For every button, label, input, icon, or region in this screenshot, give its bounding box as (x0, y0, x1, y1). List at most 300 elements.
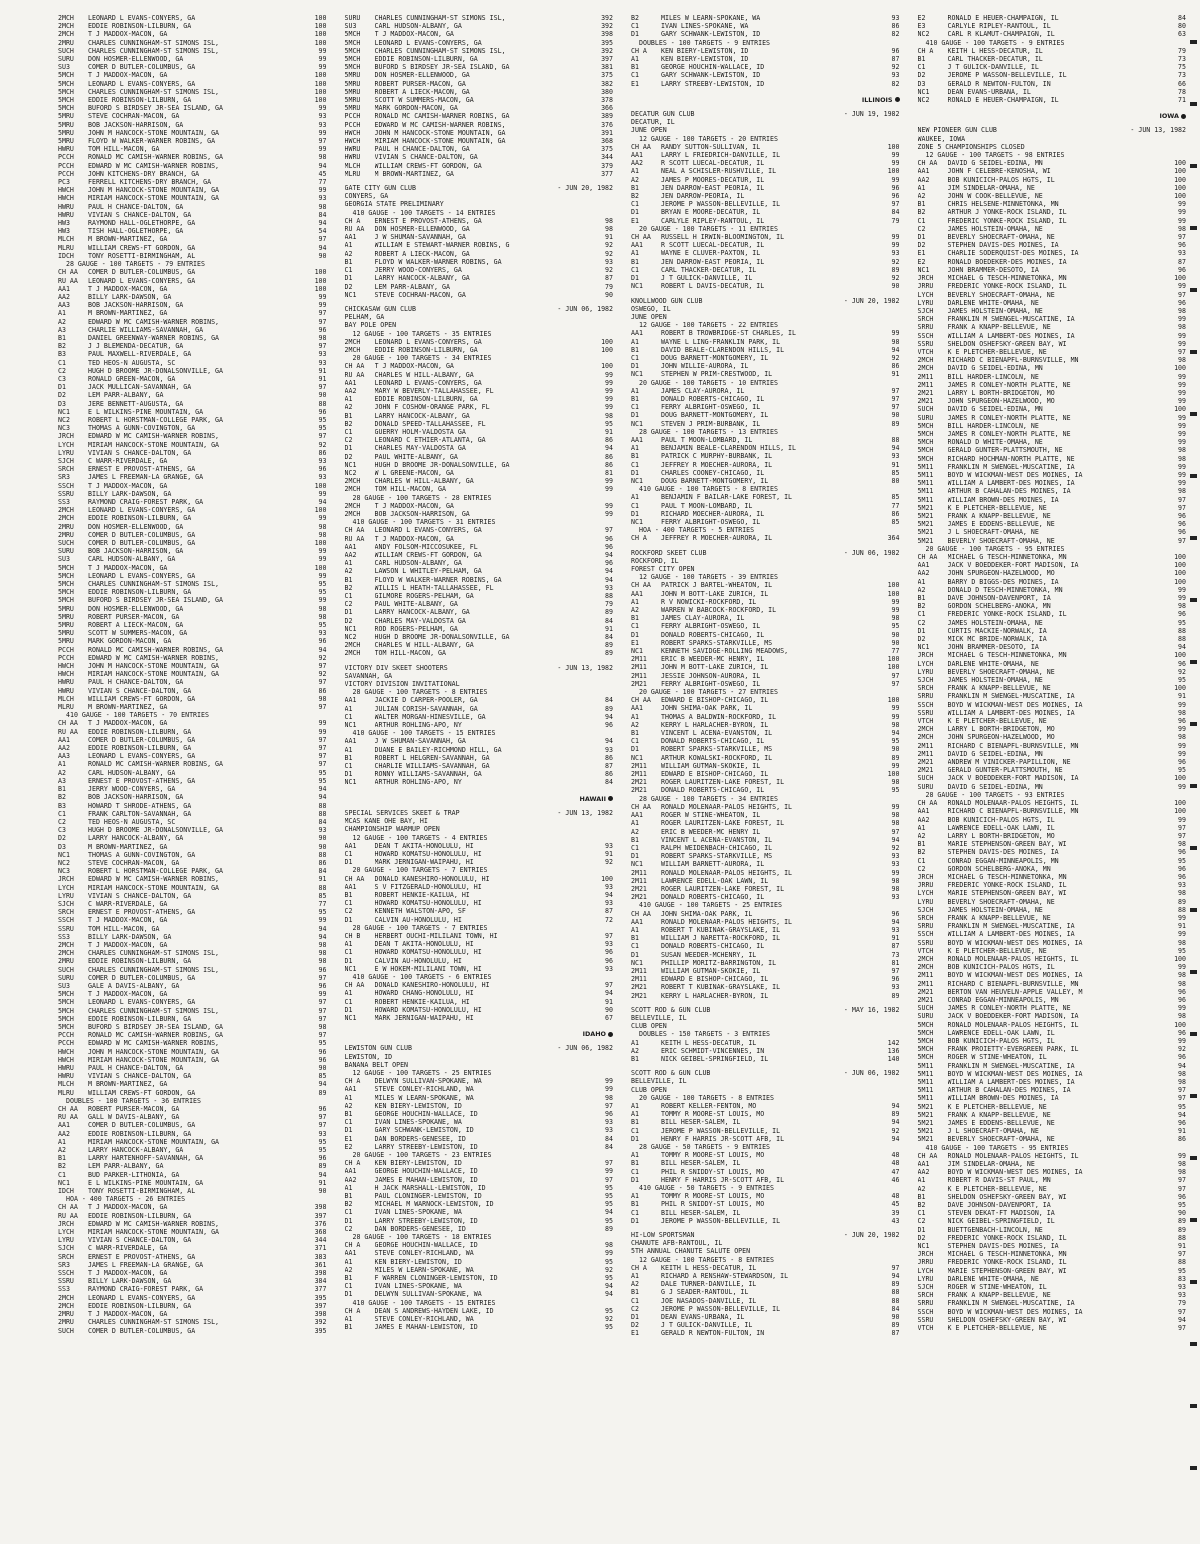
shooter-name: ERNEST E PROVOST-ATHENS, GA (88, 908, 196, 917)
class-code: B1 (917, 55, 926, 64)
score: 96 (318, 465, 327, 474)
result-row (345, 1006, 614, 1014)
class-code: NC1 (58, 1178, 70, 1187)
event-heading: 28 GAUGE - 100 TARGETS - 7 ENTRIES (352, 923, 488, 932)
shooter-name: BEVERLY SHOECRAFT-OMAHA, NE (947, 233, 1055, 242)
result-row (631, 436, 900, 444)
class-code: C1 (631, 1167, 639, 1176)
shooter-name: CHARLES CUNNINGHAM-ST SIMONS ISL, (88, 46, 220, 55)
shooter-name: MICHAEL G TESCH-MINNETONKA, MN (947, 872, 1067, 881)
result-row (918, 635, 1187, 643)
shooter-name: RONALD MOLENAAR-PALOS HEIGHTS, IL (947, 954, 1079, 963)
shooter-name: KEITH L HESS-DECATUR, IL (661, 1038, 757, 1047)
score: 100 (314, 276, 327, 285)
shooter-name: SUSAN WEEDER-MCHENRY, IL (661, 950, 757, 959)
result-row (345, 477, 614, 485)
shooter-name: DEAN EVANS-URBANA, IL (661, 1313, 745, 1322)
shooter-name: DONALD ROBERTS-CHICAGO, IL (661, 893, 765, 902)
class-code: LYCH (58, 440, 74, 449)
class-code: B1 (631, 934, 639, 943)
result-row (631, 395, 900, 403)
shooter-name: DAVID G SEIDEL-EDINA, MN (947, 749, 1043, 758)
result-row (58, 186, 327, 194)
class-code: RU AA (344, 534, 365, 543)
score: 99 (605, 386, 613, 395)
class-code: B2 (344, 583, 353, 592)
score: 96 (1178, 987, 1186, 996)
event-date: - JUN 20, 1982 (843, 296, 900, 305)
score: 96 (1178, 864, 1186, 873)
shoot-name: 5TH ANNUAL CHANUTE SALUTE OPEN (631, 1247, 751, 1256)
class-code: C1 (344, 1118, 353, 1127)
class-code: D1 (58, 383, 66, 392)
class-code: D1 (631, 30, 639, 39)
event-heading: 12 GAUGE - 100 TARGETS - 4 ENTRIES (352, 833, 488, 842)
class-code: AA1 (344, 378, 357, 387)
shooter-name: GORDON SCHELBERG-ANOKA, MN (947, 602, 1051, 611)
result-row (918, 80, 1187, 88)
class-code: C1 (631, 843, 639, 852)
result-row (631, 926, 900, 934)
shooter-name: COMER D BUTLER-COLUMBUS, GA (88, 530, 196, 539)
result-row (345, 1167, 614, 1175)
shooter-name: MARIE STEPHENSON-GREEN BAY, WI (947, 1266, 1067, 1275)
shoot-name: CLUB OPEN (631, 1022, 667, 1031)
result-row (345, 1118, 614, 1126)
result-row (58, 851, 327, 859)
score: 97 (318, 1113, 327, 1122)
class-code: 2M11 (917, 741, 934, 750)
result-row (58, 957, 327, 965)
shooter-name: BILL HESER-SALEM, IL (661, 1159, 741, 1168)
class-code: 5MRU (344, 79, 361, 88)
class-code: PCCH (58, 161, 74, 170)
shoot-name: JUNE OPEN (631, 126, 667, 135)
shooter-name: STEVE COCHRAN-MACON, GA (88, 112, 180, 121)
score: 377 (601, 169, 613, 178)
result-row (58, 580, 327, 588)
class-code: AA2 (917, 569, 930, 578)
class-code: CH AA (917, 1151, 938, 1160)
shooter-name: CALVIN AU-HONOLULU, HI (374, 915, 462, 924)
score: 89 (891, 1110, 900, 1119)
score: 98 (1178, 356, 1186, 365)
shooter-name: JAMES L FREEMAN-LA GRANGE, GA (88, 1260, 204, 1269)
score: 93 (1178, 1283, 1186, 1292)
shooter-name: FLOYD W WALKER-WARNER ROBINS, GA (374, 257, 502, 266)
shooter-name: STEVE CONLEY-RICHLAND, WA (374, 1085, 474, 1094)
result-row (631, 704, 900, 712)
result-row (58, 1244, 327, 1252)
score: 96 (1178, 995, 1186, 1004)
result-row (345, 551, 614, 559)
result-row (58, 974, 327, 982)
shooter-name: ROBERT T KUBINAK-GRAYSLAKE, IL (661, 925, 781, 934)
event-heading: 410 GAUGE - 100 TARGETS - 15 ENTRIES (352, 729, 496, 738)
score: 96 (1178, 848, 1186, 857)
class-code: B1 (344, 1323, 353, 1332)
score: 98 (318, 604, 327, 613)
score: 392 (314, 1318, 327, 1327)
class-code: SUCH (917, 1004, 934, 1013)
result-row (345, 1274, 614, 1282)
score: 99 (1178, 421, 1186, 430)
result-row (345, 737, 614, 745)
class-code: 2MCH (917, 954, 934, 963)
shooter-name: JOHN M HANCOCK-STONE MOUNTAIN, GA (88, 186, 220, 195)
shooter-name: MIRIAM HANCOCK-STONE MOUNTAIN, GA (88, 1228, 220, 1237)
result-row (345, 1126, 614, 1134)
result-row (631, 14, 900, 22)
class-code: 5MCH (58, 1014, 74, 1023)
score: 99 (1178, 216, 1186, 225)
score: 391 (601, 128, 613, 137)
shooter-name: DONALD ROBERTS-CHICAGO, IL (661, 630, 765, 639)
result-row (631, 754, 900, 762)
result-row (918, 340, 1187, 348)
class-code: CH AA (631, 581, 651, 590)
result-row (345, 1258, 614, 1266)
club-header (631, 1006, 900, 1014)
club-name: NEW PIONEER GUN CLUB (917, 126, 997, 135)
score: 88 (318, 801, 327, 810)
shooter-name: BUFORD S BIRDSEY JR-SEA ISLAND, GA (88, 1022, 223, 1031)
score: 79 (1178, 46, 1186, 55)
score: 99 (318, 301, 327, 310)
shooter-name: ROGER W STINE-WHEATON, IL (947, 1283, 1047, 1292)
score: 97 (318, 662, 327, 671)
shooter-name: BOB JACKSON-HARRISON, GA (88, 793, 184, 802)
class-code: B1 (631, 394, 639, 403)
event-date: - JUN 06, 1982 (557, 304, 613, 313)
class-code: 5M11 (917, 470, 934, 479)
class-code: 5MRU (344, 71, 361, 80)
score: 94 (605, 567, 613, 576)
score: 98 (891, 778, 900, 787)
class-code: AA2 (58, 292, 70, 301)
class-code: RU AA (58, 727, 78, 736)
score: 98 (1178, 1168, 1186, 1177)
score: 392 (601, 14, 613, 22)
score: 378 (601, 96, 613, 105)
shooter-name: STEVEN J PRIM-BURBANK, IL (661, 419, 761, 428)
class-code: JRCH (58, 875, 74, 884)
class-code: CH A (631, 1263, 647, 1272)
result-row (58, 646, 327, 654)
shooter-name: J L SHOECRAFT-OMAHA, NE (947, 528, 1039, 537)
class-code: SSRU (917, 708, 934, 717)
shooter-name: THOMAS A BALDWIN-ROCKFORD, IL (661, 712, 777, 721)
score: 93 (891, 249, 900, 258)
result-row (631, 951, 900, 959)
result-row (58, 555, 327, 563)
shooter-name: FERRY ALBRIGHT-OSWEGO, IL (661, 622, 761, 631)
score: 95 (891, 786, 900, 795)
result-row (58, 859, 327, 867)
class-code: CH A (631, 534, 647, 543)
shooter-name: BOB JACKSON-HARRISON, GA (88, 120, 184, 129)
class-code: LYRU (917, 667, 934, 676)
class-code: PCCH (58, 1031, 74, 1040)
shooter-name: VINCENT L ACENA-EVANSTON, IL (661, 835, 773, 844)
class-code: MLCH (58, 1080, 74, 1089)
shooter-name: ERNEST E PROVOST-ATHENS, GA (88, 776, 196, 785)
score: 90 (605, 1005, 613, 1014)
event-date: - JUN 06, 1982 (557, 1044, 613, 1053)
class-code: 5MCH (58, 1022, 74, 1031)
score: 93 (605, 899, 613, 908)
shooter-name: RALPH WEIDENBACH-CHICAGO, IL (661, 843, 773, 852)
result-row (58, 22, 327, 30)
score: 93 (891, 852, 900, 861)
shooter-name: STEVE COCHRAN-MACON, GA (88, 858, 180, 867)
shooter-name: K E PLETCHER-BELLEVUE, NE (947, 347, 1047, 356)
class-code: D1 (344, 274, 353, 283)
score: 384 (314, 1277, 327, 1286)
class-code: NC3 (58, 867, 70, 876)
score: 86 (318, 858, 327, 867)
class-code: 5MCH (917, 454, 934, 463)
result-row (345, 14, 614, 22)
class-code: SSCH (917, 1307, 934, 1316)
score: 99 (605, 509, 613, 518)
class-code: CH AA (631, 142, 651, 151)
class-code: AA1 (631, 435, 643, 444)
result-row (631, 274, 900, 282)
result-row (58, 834, 327, 842)
class-code: PCCH (58, 645, 74, 654)
result-row (631, 696, 900, 704)
shooter-name: CHARLES CUNNINGHAM-ST SIMONS ISL, (88, 949, 220, 958)
result-row (345, 1176, 614, 1184)
shooter-name: R SCOTT LUECAL-DECATUR, IL (661, 159, 765, 168)
class-code: SS3 (58, 497, 70, 506)
shooter-name: BEVERLY SHOECRAFT-OMAHA, NE (947, 1135, 1055, 1144)
shooter-name: H JACK MARSHALL-LEWISTON, ID (374, 1183, 486, 1192)
class-code: B1 (631, 63, 639, 72)
result-row (58, 1302, 327, 1310)
result-row (345, 567, 614, 575)
event-heading: DOUBLES - 150 TARGETS - 3 ENTRIES (639, 1030, 771, 1039)
shooter-name: FREDERIC YONKE-ROCK ISLAND, IL (947, 1258, 1067, 1267)
shooter-name: DAVID G SEIDEL-EDINA, MN (947, 364, 1043, 373)
result-row (58, 137, 327, 145)
shooter-name: JAMES R CONLEY-NORTH PLATTE, NE (947, 380, 1071, 389)
class-code: 2M11 (631, 966, 647, 975)
result-row (918, 610, 1187, 618)
shooter-name: WILLIAM E STEWART-WARNER ROBINS, G (374, 241, 510, 250)
shooter-name: FRANK A KNAPP-BELLEVUE, NE (947, 323, 1051, 332)
score: 98 (1178, 971, 1186, 980)
score: 395 (314, 1293, 327, 1302)
class-code: D2 (58, 391, 66, 400)
result-row (918, 1242, 1187, 1250)
class-code: A1 (631, 1110, 639, 1119)
shooter-name: J T GULICK-DANVILLE, IL (661, 274, 753, 283)
result-row (345, 1323, 614, 1331)
class-code: 5MCH (58, 96, 74, 105)
result-row (58, 900, 327, 908)
class-code: CH A (917, 46, 934, 55)
score: 397 (314, 1301, 327, 1310)
shooter-name: JOHN BRAMMER-DESOTO, IA (947, 643, 1039, 652)
result-row (58, 1220, 327, 1228)
shooter-name: JEN DARROW-EAST PEORIA, IL (661, 183, 765, 192)
shooter-name: HOWARD KOMATSU-HONOLULU, HI (374, 948, 482, 957)
shooter-name: CHARLIE WILLIAMS-SAVANNAH, GA (88, 325, 204, 334)
shooter-name: TOM HILL-MACON, GA (374, 485, 446, 494)
shooter-name: HENRY F HARRIS JR-SCOTT AFB, IL (661, 1175, 785, 1184)
score: 93 (1178, 249, 1186, 258)
class-code: HWCH (58, 1047, 74, 1056)
result-row (631, 836, 900, 844)
class-code: 5MCH (58, 580, 74, 589)
class-code: 2M11 (631, 671, 647, 680)
score: 100 (1174, 192, 1186, 201)
score: 99 (605, 477, 613, 486)
result-row (918, 1012, 1187, 1020)
score: 98 (1178, 454, 1186, 463)
score: 79 (891, 216, 900, 225)
result-row (631, 869, 900, 877)
shooter-name: JOHN SPURGEON-HAZELWOOD, MO (947, 397, 1055, 406)
class-code: C1 (631, 622, 639, 631)
result-row (631, 346, 900, 354)
result-row (631, 622, 900, 630)
shooter-name: FREDERIC YONKE-ROCK ISLAND, IL (947, 216, 1067, 225)
score: 97 (1178, 823, 1186, 832)
event-heading: 12 GAUGE - 100 TARGETS - 39 ENTRIES (639, 573, 778, 582)
result-row (631, 1209, 900, 1217)
score: 100 (314, 71, 327, 80)
shooter-name: DUANE E BAILEY-RICHMOND HILL, GA (374, 745, 502, 754)
shooter-name: BILLY LARK-DAWSON, GA (88, 292, 172, 301)
shooter-name: EDDIE ROBINSON-LILBURN, GA (88, 588, 192, 597)
shooter-name: RONALD MC CAMISH-WARNER ROBINS, GA (374, 112, 510, 121)
score: 82 (891, 30, 900, 39)
result-row (345, 30, 614, 38)
class-code: AA1 (344, 233, 357, 242)
shooter-name: GEORGE HOUCHIN-WALLACE, ID (374, 1241, 478, 1250)
class-code: AA1 (344, 696, 357, 705)
score: 392 (601, 46, 613, 55)
club-name: SCOTT ROD & GUN CLUB (631, 1069, 711, 1078)
result-row (918, 1267, 1187, 1275)
class-code: AA1 (917, 1160, 930, 1169)
shooter-name: LARRY STREEBY-LEWISTON, ID (661, 79, 765, 88)
shooter-name: STEPHEN DAVIS-DES MOINES, IA (947, 241, 1059, 250)
class-code: A2 (631, 175, 639, 184)
score: 96 (318, 1047, 327, 1056)
class-code: NC1 (631, 958, 643, 967)
result-row (58, 112, 327, 120)
score: 85 (891, 468, 900, 477)
class-code: CH AA (631, 802, 651, 811)
class-code: 2MCH (58, 22, 74, 31)
class-code: 5MRU (58, 621, 74, 630)
result-row (58, 1146, 327, 1154)
class-code: D2 (917, 71, 926, 80)
class-code: C1 (917, 856, 926, 865)
score: 98 (318, 530, 327, 539)
score: 89 (891, 753, 900, 762)
result-row (918, 971, 1187, 979)
result-row (918, 1062, 1187, 1070)
score: 99 (891, 606, 900, 615)
club-header (631, 297, 900, 305)
result-row (58, 925, 327, 933)
margin-mark (1190, 412, 1197, 416)
score: 366 (601, 104, 613, 113)
score: 84 (1178, 14, 1186, 22)
score: 380 (601, 87, 613, 96)
event-heading: 28 GAUGE - 100 TARGETS - 13 ENTRIES (639, 427, 778, 436)
score: 75 (1178, 63, 1186, 72)
shooter-name: GEORGE HOUCHIN-WALLACE, ID (661, 63, 765, 72)
score: 99 (1178, 315, 1186, 324)
score: 96 (605, 559, 613, 568)
result-row (631, 663, 900, 671)
score: 371 (314, 1244, 327, 1253)
score: 100 (1174, 405, 1186, 414)
result-row (345, 916, 614, 924)
class-code: HWRU (58, 1064, 74, 1072)
shooter-name: JEFFREY R MOECHER-AURORA, IL (661, 534, 773, 543)
shooter-name: CONRAD EGGAN-MINNEAPOLIS, MN (947, 995, 1059, 1004)
class-code: 5MRU (58, 137, 74, 146)
result-row (918, 578, 1187, 586)
shooter-name: HUGH D BROOME JR-DONALSONVILLE, GA (374, 633, 510, 642)
shooter-name: T J MADDOX-MACON, GA (374, 501, 454, 510)
class-code: NC3 (58, 424, 70, 433)
shooter-name: TOMMY R MOORE-ST LOUIS, MO (661, 1110, 765, 1119)
shooter-name: VIVIAN S CHANCE-DALTON, GA (88, 686, 192, 695)
shooter-name: EDDIE ROBINSON-LILBURN, GA (88, 957, 192, 966)
score: 94 (891, 835, 900, 844)
class-code: AA3 (58, 301, 70, 310)
class-code: SRCH (917, 684, 934, 693)
result-row (918, 266, 1187, 274)
result-row (918, 1234, 1187, 1242)
score: 97 (891, 827, 900, 836)
shooter-name: BENJAMIN F BAILAR-LAKE FOREST, IL (661, 493, 793, 502)
shooter-name: LARRY HANCOCK-ALBANY, GA (88, 834, 184, 843)
class-code: B1 (58, 333, 66, 342)
result-row (58, 1179, 327, 1187)
shooter-name: JACK V BOEDDEKER-FORT MADISON, IA (947, 774, 1079, 783)
class-code: 5MCH (58, 87, 74, 96)
result-row (631, 828, 900, 836)
score: 90 (891, 630, 900, 639)
score: 99 (605, 485, 613, 494)
shooter-name: JEN DARROW-PEORIA, IL (661, 192, 745, 201)
result-row (345, 770, 614, 778)
shooter-name: BARRY D BIGGS-DES MOINES, IA (947, 577, 1059, 586)
event-heading: 28 GAUGE - 100 TARGETS - 18 ENTRIES (352, 1233, 492, 1242)
result-row (631, 1297, 900, 1305)
score: 100 (314, 22, 327, 31)
score: 100 (314, 506, 327, 515)
score: 99 (1178, 397, 1186, 406)
result-row (345, 592, 614, 600)
shooter-name: WILLIAM A LAMBERT-DES MOINES, IA (947, 1078, 1075, 1086)
class-code: E2 (344, 1142, 353, 1151)
shooter-name: KEN BIERY-LEWISTON, ID (661, 55, 749, 64)
score: 98 (605, 225, 613, 234)
shooter-name: CHARLES CUNNINGHAM-ST SIMONS ISL, (374, 14, 506, 22)
shooter-name: DONALD D TESCH-MINNETONKA, MN (947, 585, 1063, 594)
shooter-name: ERIC B WEEDER-MC HENRY IL (661, 827, 761, 836)
